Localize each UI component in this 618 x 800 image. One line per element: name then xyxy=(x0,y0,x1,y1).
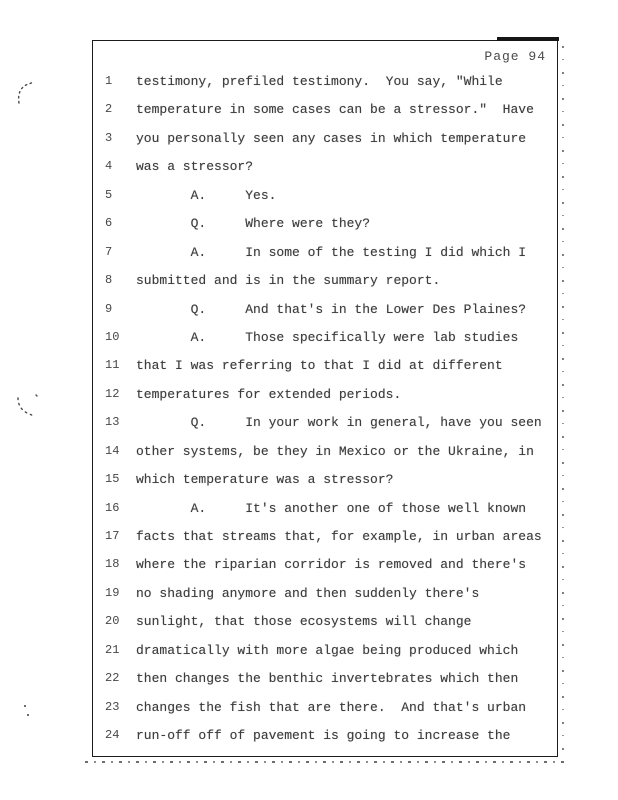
line-text: facts that streams that, for example, in urban areas xyxy=(136,529,542,544)
transcript-line xyxy=(93,529,557,557)
line-number: 15 xyxy=(105,472,120,487)
scan-artifact-dot xyxy=(24,705,26,707)
transcript-line xyxy=(93,444,557,472)
transcript-line xyxy=(93,188,557,216)
transcript-line xyxy=(93,245,557,273)
scan-artifact-top-retrace xyxy=(497,37,559,41)
page-number-label: Page 94 xyxy=(484,49,546,64)
scan-artifact-squiggle-mid-left xyxy=(14,390,40,420)
scan-artifact-dot xyxy=(27,714,29,716)
transcript-line xyxy=(93,415,557,443)
line-text: temperatures for extended periods. xyxy=(136,386,402,402)
line-text: submitted and is in the summary report. xyxy=(136,273,441,289)
transcript-body xyxy=(93,74,557,757)
line-number: 8 xyxy=(105,273,113,288)
line-text: other systems, be they in Mexico or the Ukraine, in xyxy=(136,443,534,459)
line-number: 21 xyxy=(105,642,120,657)
line-number: 3 xyxy=(105,130,113,145)
line-number: 18 xyxy=(105,557,120,572)
transcript-line xyxy=(93,472,557,500)
line-text: sunlight, that those ecosystems will change xyxy=(136,614,472,630)
transcript-line xyxy=(93,700,557,728)
line-text: no shading anymore and then suddenly there's xyxy=(136,585,480,601)
scan-artifact-right-dots xyxy=(562,46,564,758)
line-number: 7 xyxy=(105,244,113,259)
line-text: that I was referring to that I did at different xyxy=(136,358,503,374)
transcript-line xyxy=(93,102,557,130)
transcript-line xyxy=(93,358,557,386)
line-text: temperature in some cases can be a stressor." Have xyxy=(136,102,534,118)
transcript-line xyxy=(93,273,557,301)
line-number: 4 xyxy=(105,159,113,174)
transcript-line xyxy=(93,330,557,358)
line-number: 10 xyxy=(105,329,120,344)
line-text: dramatically with more algae being produced which xyxy=(136,642,519,658)
line-text: which temperature was a stressor? xyxy=(136,472,394,488)
line-text: then changes the benthic invertebrates which then xyxy=(136,671,519,687)
line-number: 17 xyxy=(105,529,120,543)
scan-artifact-squiggle-top-left xyxy=(14,80,40,108)
document-page xyxy=(92,40,558,757)
transcript-line xyxy=(93,643,557,671)
line-number: 24 xyxy=(105,728,120,743)
line-number: 9 xyxy=(105,301,113,316)
line-number: 23 xyxy=(105,699,120,714)
line-text: run-off off of pavement is going to increase the xyxy=(136,728,511,744)
line-number: 20 xyxy=(105,614,120,629)
line-number: 22 xyxy=(105,671,120,686)
transcript-line xyxy=(93,501,557,529)
scan-artifact-bottom-dashes xyxy=(85,761,565,763)
line-text: you personally seen any cases in which temperature xyxy=(136,130,527,146)
transcript-line xyxy=(93,387,557,415)
line-text: changes the fish that are there. And that's urban xyxy=(136,699,527,715)
line-text: A. In some of the testing I did which I xyxy=(136,244,527,260)
transcript-line xyxy=(93,216,557,244)
line-number: 13 xyxy=(105,415,120,430)
transcript-line xyxy=(93,614,557,642)
transcript-line xyxy=(93,557,557,585)
transcript-line xyxy=(93,131,557,159)
line-number: 16 xyxy=(105,500,120,515)
transcript-line xyxy=(93,159,557,187)
line-text: testimony, prefiled testimony. You say, "While xyxy=(136,74,503,89)
line-text: A. It's another one of those well known xyxy=(136,500,527,516)
line-number: 11 xyxy=(105,358,120,373)
line-number: 19 xyxy=(105,585,120,600)
line-text: Q. In your work in general, have you seen xyxy=(136,415,542,431)
line-number: 14 xyxy=(105,443,120,458)
line-text: was a stressor? xyxy=(136,159,254,175)
line-number: 5 xyxy=(105,187,113,202)
transcript-line xyxy=(93,302,557,330)
line-text: A. Yes. xyxy=(136,187,277,203)
line-number: 2 xyxy=(105,102,113,117)
line-text: A. Those specifically were lab studies xyxy=(136,329,519,345)
transcript-line xyxy=(93,728,557,756)
line-number: 1 xyxy=(105,74,113,88)
transcript-line xyxy=(93,671,557,699)
line-text: Q. And that's in the Lower Des Plaines? xyxy=(136,301,527,317)
line-number: 6 xyxy=(105,216,113,231)
transcript-line xyxy=(93,74,557,102)
line-text: where the riparian corridor is removed and there's xyxy=(136,557,527,573)
transcript-line xyxy=(93,586,557,614)
line-text: Q. Where were they? xyxy=(136,216,371,232)
line-number: 12 xyxy=(105,386,120,401)
